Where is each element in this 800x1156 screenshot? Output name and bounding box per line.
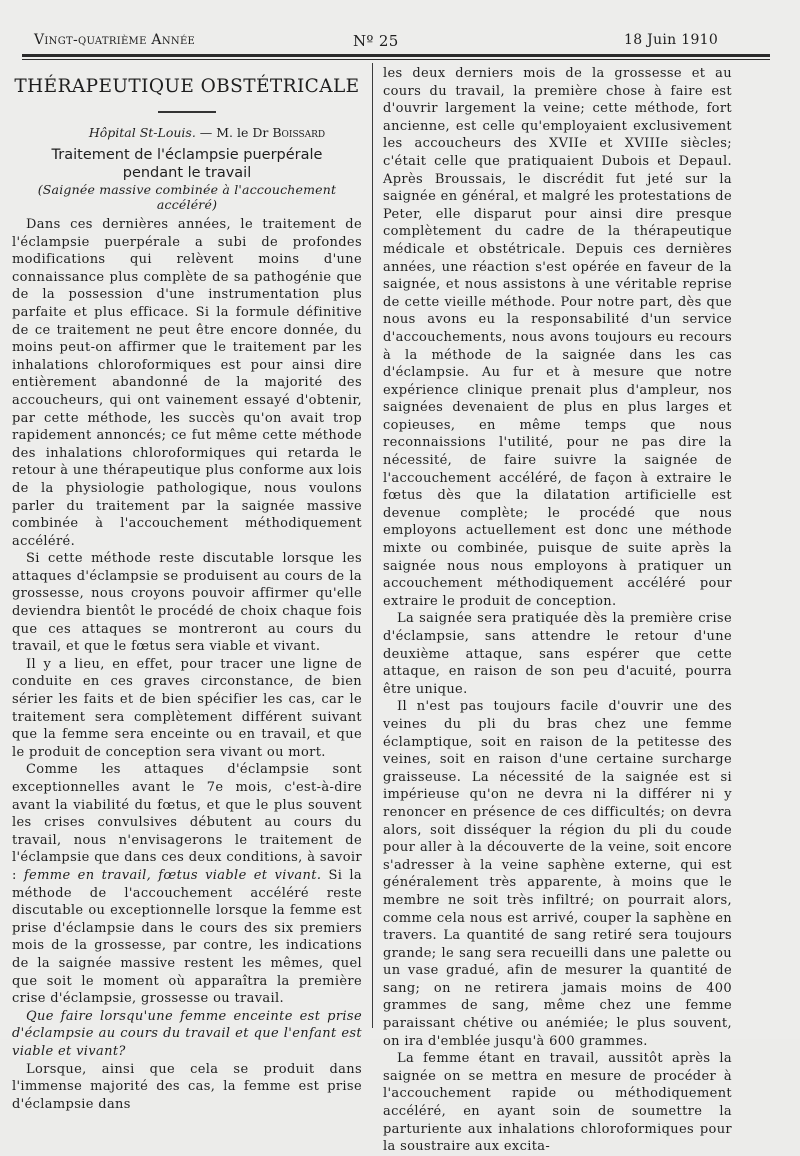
header-rule-thick [22,54,770,57]
article-title-line2: pendant le travail [122,165,252,181]
paragraph: La saignée sera pratiquée dès la première crise d'éclampsie, sans attendre le retour d'une deuxième attaque, sans espérer que cette attaque, en raison de son peu d'acuité, pourra être unique. [383,611,732,697]
article-title [12,146,362,182]
paragraph: les deux derniers mois de la grossesse et au cours du travail, la première chose à faire est d'ouvrir largement la veine; cette méthode, fort ancienne, est celle qu'employaient exclusivement les accoucheurs des XVIIe et XVIIIe siècles; c'était celle que pratiquaient Dubois et Depaul. Après Broussais, le discrédit fut jeté sur la saignée en général, et malgré les protestations de Peter, elle disparut pour ainsi dire presque complètement du cadre de la thérapeutique médicale et obstétricale. Depuis ces dernières années, une réaction s'est opérée en faveur de la saignée, et nous assistons à une véritable reprise de cette vieille méthode. Pour notre part, dès que nous avons eu la responsabilité d'un service d'accouchements, nous avons toujours eu recours à la méthode de la saignée dans les cas d'éclampsie. Au fur et à mesure que notre expérience clinique prenait plus d'ampleur, nos saignées devenaient de plus en plus larges et copieuses, en même temps que nous reconnaissions l'utilité, pour ne pas dire la nécessité, de faire suivre la saignée de l'accouchement accéléré, de façon à extraire le fœtus dès que la dilatation artificielle est devenue complète; le procédé que nous employons actuellement est donc une méthode mixte ou combinée, puisque de suite après la saignée nous nous employons à pratiquer un accouchement méthodiquement accéléré pour extraire le produit de conception. [383,66,732,609]
issue-year: Vingt-quatrième Année [34,32,196,48]
paragraph: La femme étant en travail, aussitôt après la saignée on se mettra en mesure de procéder à l'accouchement rapide ou méthodiquement accéléré, en ayant soin de soumettre la parturiente aux inhalations chloroformiques pour la soustraire aux excita- [383,1051,732,1155]
paragraph: Si cette méthode reste discutable lorsque les attaques d'éclampsie se produisent au cours de la grossesse, nous croyons pouvoir affirmer qu'elle deviendra bientôt le procédé de choix chaque fois que ces attaques se montreront au cours du travail, et que le fœtus sera viable et vivant. [12,551,362,655]
right-column [383,65,732,1156]
byline-dash: — M. le Dr [195,125,273,140]
header-rule-thin [22,59,770,60]
paragraph [12,761,362,1007]
emphasis-text: femme en travail, fœtus viable et vivant. [23,867,322,883]
issue-date: 18 Juin 1910 [624,32,719,48]
paragraph-text: Si la méthode de l'accouchement accéléré reste discutable ou exceptionnelle lorsque la femme est prise d'éclampsie dans le cours des six premiers mois de la grossesse, par contre, les indications de la saignée massive restent les mêmes, quel que soit le moment où apparaîtra la première crise d'éclampsie, grossesse ou travail. [12,867,362,1007]
column-divider [372,63,373,1028]
byline [52,125,362,140]
paragraph: Il y a lieu, en effet, pour tracer une ligne de conduite en ces graves circonstance, de bien sérier les faits et de bien spécifier les cas, car le traitement sera complètement différent suivant que la femme sera enceinte ou en travail, et que le produit de conception sera vivant ou mort. [12,656,362,760]
paragraph: Lorsque, ainsi que cela se produit dans l'immense majorité des cas, la femme est prise d'éclampsie dans [12,1061,362,1112]
paragraph-text: Comme les attaques d'éclampsie sont exceptionnelles avant le 7e mois, c'est-à-dire avant la viabilité du fœtus, et que le plus souvent les crises convulsives débutent au cours du travail, nous n'envisagerons le traitement de l'éclampsie que dans ces deux conditions, à savoir : [12,762,362,883]
paragraph: Dans ces dernières années, le traitement de l'éclampsie puerpérale a subi de profondes modifications qui relèvent moins d'une connaissance plus complète de sa pathogénie que de la possession d'une instrumentation plus parfaite et plus efficace. Si la formule définitive de ce traitement ne peut être encore donnée, du moins peut-on affirmer que le traitement par les inhalations chloroformiques est pour ainsi dire entièrement abandonné de la majorité des accoucheurs, qui ont vainement essayé d'obtenir, par cette méthode, les succès qu'on avait trop rapidement annoncés; ce fut même cette méthode des inhalations chloroformiques qui retarda le retour à une thérapeutique plus conforme aux lois de la physiologie pathologique, nous voulons parler du traitement par la saignée massive combinée à l'accouchement méthodiquement accéléré. [12,217,362,549]
question-paragraph: Que faire lorsqu'une femme enceinte est prise d'éclampsie au cours du travail et que l'enfant est viable et vivant? [12,1008,362,1059]
byline-author: Boissard [272,125,326,140]
byline-hospital: Hôpital St-Louis. [88,125,196,140]
article-subtitle: (Saignée massive combinée à l'accouchement accéléré) [37,182,337,212]
article-title-line1: Traitement de l'éclampsie puerpérale [51,147,323,163]
section-rule [158,111,216,113]
paragraph: Il n'est pas toujours facile d'ouvrir une des veines du pli du bras chez une femme éclamptique, soit en raison de la petitesse des veines, soit en raison d'une certaine surcharge graisseuse. La nécessité de la saignée est si impérieuse qu'on ne devra ni la différer ni y renoncer en présence de ces difficultés; on devra alors, soit disséquer la région du pli du coude pour aller à la découverte de la veine, soit encore s'adresser à la veine saphène externe, qui est généralement très apparente, à moins que le membre ne soit très infiltré; on pourrait alors, comme cela nous est arrivé, couper la saphène en travers. La quantité de sang retiré sera toujours grande; le sang sera recueilli dans une palette ou un vase gradué, afin de mesurer la quantité de sang; on ne retirera jamais moins de 400 grammes de sang, même chez une femme paraissant chétive ou anémiée; le plus souvent, on ira d'emblée jusqu'à 600 grammes. [383,699,732,1049]
section-heading: THÉRAPEUTIQUE OBSTÉTRICALE [14,76,360,97]
left-column [12,72,362,1113]
issue-number: Nº 25 [353,32,399,50]
